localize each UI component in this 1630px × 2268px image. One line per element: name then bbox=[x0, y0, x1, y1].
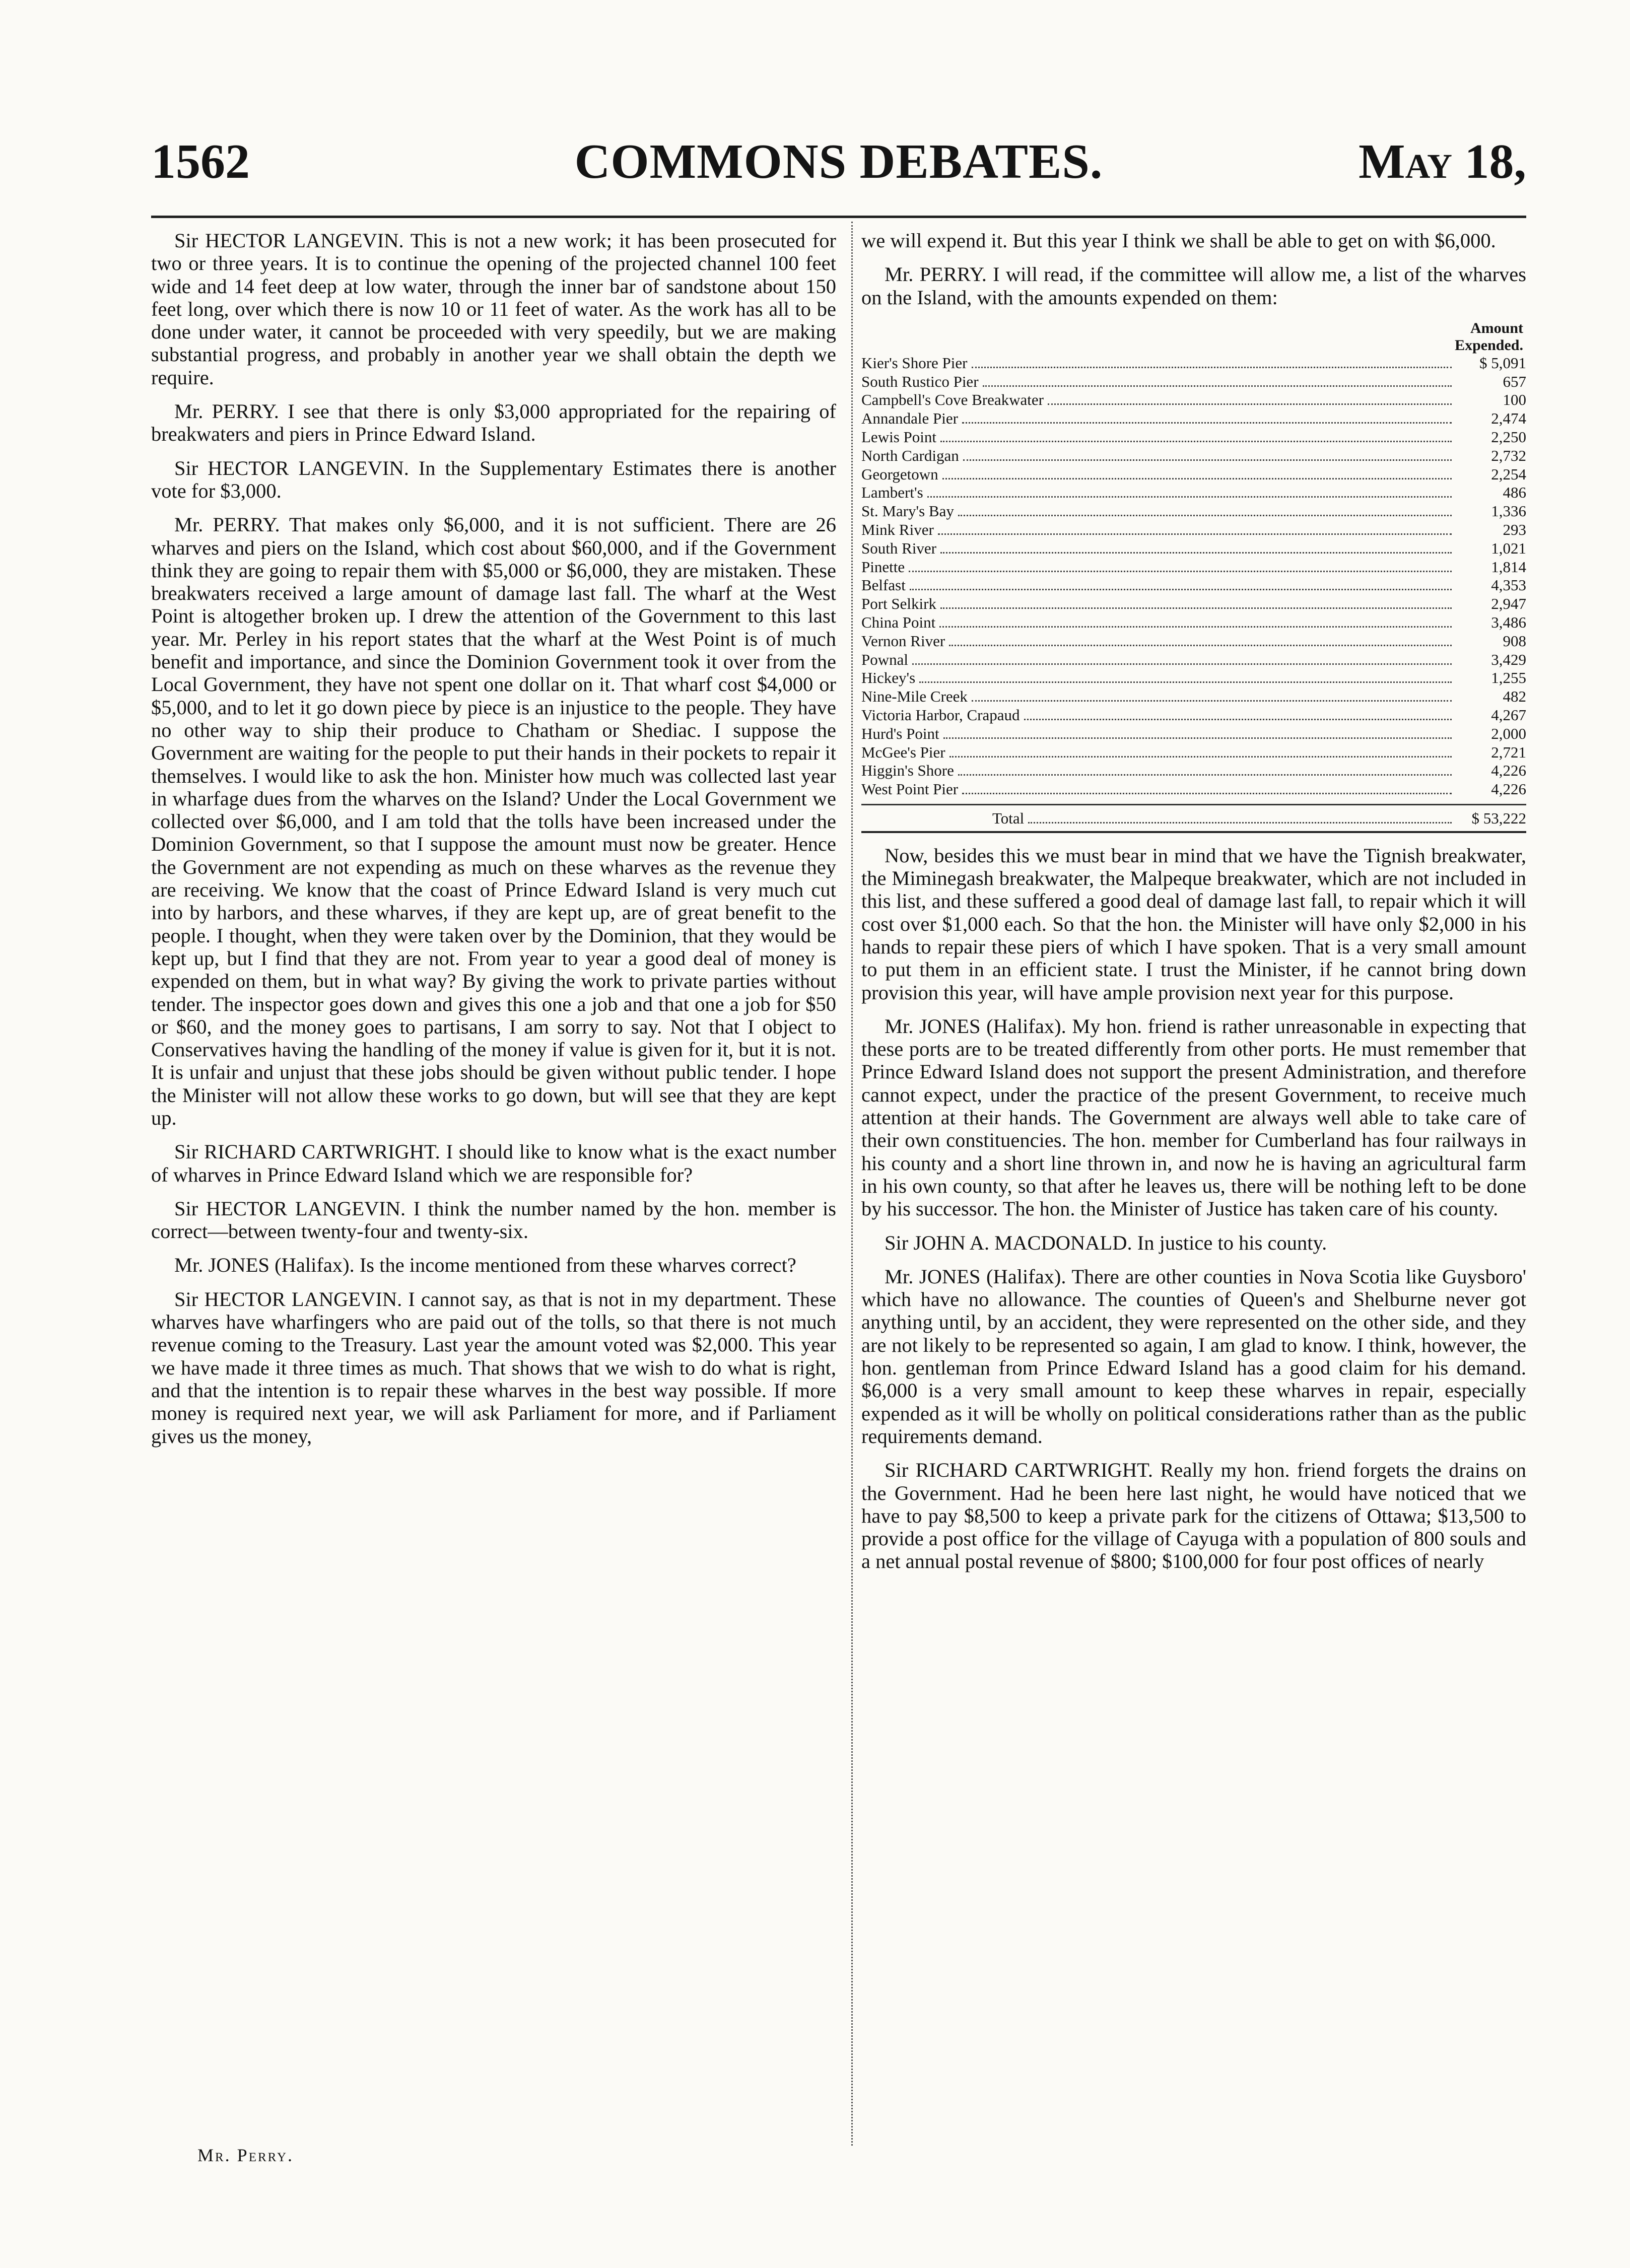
leader-dots bbox=[939, 626, 1452, 628]
wharf-amount: 2,250 bbox=[1491, 428, 1526, 446]
leader-dots bbox=[940, 441, 1452, 442]
table-row bbox=[861, 780, 1526, 799]
leader-dots bbox=[1048, 403, 1452, 405]
table-row bbox=[861, 409, 1526, 428]
wharf-amount: 4,353 bbox=[1491, 576, 1526, 594]
table-header-line: Expended. bbox=[1455, 336, 1523, 354]
wharf-expenditure-table bbox=[861, 320, 1526, 833]
wharf-amount: 2,000 bbox=[1491, 724, 1526, 742]
table-rule bbox=[861, 804, 1526, 805]
right-column bbox=[861, 229, 1526, 1584]
wharf-amount: 1,814 bbox=[1491, 558, 1526, 576]
speech-paragraph: Mr. PERRY. I will read, if the committee will allow me, a list of the wharves on the Island, with the amounts expended on them: bbox=[861, 263, 1526, 309]
table-total-row bbox=[861, 809, 1526, 828]
table-row bbox=[861, 354, 1526, 373]
wharf-amount: 293 bbox=[1503, 521, 1526, 539]
leader-dots bbox=[942, 478, 1452, 479]
header-rule bbox=[151, 216, 1526, 218]
leader-dots bbox=[940, 607, 1452, 609]
wharf-name: Kier's Shore Pier bbox=[861, 354, 968, 372]
wharf-name: China Point bbox=[861, 613, 936, 632]
speech-paragraph: Sir HECTOR LANGEVIN. In the Supplementary Estimates there is another vote for $3,000. bbox=[151, 456, 836, 502]
wharf-name: Campbell's Cove Breakwater bbox=[861, 391, 1044, 409]
table-row bbox=[861, 447, 1526, 465]
leader-dots bbox=[912, 663, 1452, 665]
wharf-name: Port Selkirk bbox=[861, 595, 936, 613]
leader-dots bbox=[983, 385, 1452, 387]
table-row bbox=[861, 725, 1526, 743]
wharf-amount: $ 5,091 bbox=[1479, 354, 1526, 372]
leader-dots bbox=[927, 496, 1452, 498]
wharf-amount: 3,429 bbox=[1491, 650, 1526, 668]
wharf-name: Lewis Point bbox=[861, 428, 936, 446]
speech-paragraph: Mr. PERRY. I see that there is only $3,000 appropriated for the repairing of breakwaters and piers in Prince Edward Island. bbox=[151, 400, 836, 446]
wharf-name: Pownal bbox=[861, 650, 908, 668]
table-row bbox=[861, 632, 1526, 651]
wharf-amount: 908 bbox=[1503, 632, 1526, 650]
wharf-name: Lambert's bbox=[861, 484, 923, 502]
wharf-amount: 4,226 bbox=[1491, 762, 1526, 780]
wharf-name: Higgin's Shore bbox=[861, 762, 954, 780]
wharf-amount: 486 bbox=[1503, 484, 1526, 502]
page-title: COMMONS DEBATES. bbox=[574, 134, 1103, 189]
speech-paragraph: Sir HECTOR LANGEVIN. I think the number named by the hon. member is correct—between twenty-four and twenty-six. bbox=[151, 1197, 836, 1243]
left-column bbox=[151, 229, 836, 1459]
running-footer-name: Mr. Perry. bbox=[197, 2145, 294, 2165]
table-row bbox=[861, 373, 1526, 391]
leader-dots bbox=[958, 515, 1452, 516]
table-row bbox=[861, 651, 1526, 669]
page-header bbox=[151, 128, 1526, 194]
leader-dots bbox=[910, 589, 1452, 590]
leader-dots bbox=[962, 422, 1452, 424]
leader-dots bbox=[909, 571, 1452, 572]
wharf-name: Mink River bbox=[861, 521, 934, 539]
wharf-name: Hickey's bbox=[861, 669, 916, 687]
wharf-amount: 2,721 bbox=[1491, 743, 1526, 761]
speech-paragraph: Mr. PERRY. That makes only $6,000, and it is not sufficient. There are 26 wharves and piers on the Island, which cost about $60,000, and if the Government think they are going to repair them with $5,000 or $6,000, they are mistaken. These breakwaters received a large amount of damage last fall. The wharf at the West Point is altogether broken up. I drew the attention of the Government to this last year. Mr. Perley in his report states that the wharf at the West Point is of much benefit and importance, and since the Dominion Government took it over from the Local Government, they have not spent one dollar on it. That wharf cost $4,000 or $5,000, and to let it go down piece by piece is an injustice to the people. They have no other way to ship their produce to Chatham or Shediac. I suppose the Government are waiting for the people to put their hands in their pockets to repair it themselves. I would like to ask the hon. Minister how much was collected last year in wharfage dues from the wharves on the Island? Under the Local Government we collected over $6,000, and I am told that the tolls have been increased under the Dominion Government, so that I suppose the amount must now be greater. Hence the Government are not expending as much on these wharves as the revenue they are receiving. We know that the coast of Prince Edward Island is very much cut into by harbors, and these wharves, if they are kept up, are of great benefit to the people. I thought, when they were taken over by the Dominion, that they would be kept up, but I find that they are not. From year to year a good deal of money is expended on them, but in what way? By giving the work to private parties without tender. The inspector goes down and gives this one a job and that one a job for $50 or $60, and the money goes to partisans, I am sorry to say. Not that I object to Conservatives having the handling of the money if value is given for it, but it is not. It is unfair and unjust that these jobs should be given without public tender. I hope the Minister will not allow these works to go down, but will see that they are kept up. bbox=[151, 513, 836, 1129]
table-row bbox=[861, 539, 1526, 558]
wharf-name: Nine-Mile Creek bbox=[861, 688, 968, 706]
wharf-amount: 1,021 bbox=[1491, 539, 1526, 557]
wharf-name: North Cardigan bbox=[861, 446, 959, 464]
table-bottom-rule bbox=[861, 831, 1526, 833]
wharf-name: Belfast bbox=[861, 576, 906, 594]
wharf-amount: 1,255 bbox=[1491, 669, 1526, 687]
wharf-name: South River bbox=[861, 539, 936, 557]
speech-paragraph: Sir RICHARD CARTWRIGHT. Really my hon. friend forgets the drains on the Government. Had he been here last night, he would have noticed that we have to pay $8,500 to keep a private park for the citizens of Ottawa; $13,500 to provide a post office for the village of Cayuga with a population of 800 souls and a net annual postal revenue of $800; $100,000 for four post offices of nearly bbox=[861, 1459, 1526, 1573]
speech-paragraph: we will expend it. But this year I think we shall be able to get on with $6,000. bbox=[861, 229, 1496, 252]
table-body bbox=[861, 354, 1526, 799]
leader-dots bbox=[972, 700, 1452, 702]
wharf-name: Annandale Pier bbox=[861, 409, 958, 428]
table-row bbox=[861, 465, 1526, 484]
table-row bbox=[861, 743, 1526, 762]
table-row bbox=[861, 669, 1526, 688]
wharf-amount: 2,474 bbox=[1491, 409, 1526, 428]
speech-paragraph: Sir HECTOR LANGEVIN. This is not a new work; it has been prosecuted for two or three years. It is to continue the opening of the projected channel 100 feet wide and 14 feet deep at low water, through the inner bar of sandstone about 150 feet long, over which there is now 10 or 11 feet of water. As the work has all to be done under water, it cannot be proceeded with very speedily, but we are making substantial progress, and probably in another year we shall obtain the depth we require. bbox=[151, 229, 836, 389]
speech-paragraph: Sir RICHARD CARTWRIGHT. I should like to know what is the exact number of wharves in Prince Edward Island which we are responsible for? bbox=[151, 1140, 836, 1186]
leader-dots bbox=[919, 681, 1452, 683]
wharf-name: South Rustico Pier bbox=[861, 372, 979, 390]
total-label: Total bbox=[992, 809, 1025, 828]
wharf-amount: 3,486 bbox=[1491, 613, 1526, 632]
table-row bbox=[861, 428, 1526, 447]
wharf-amount: 100 bbox=[1503, 391, 1526, 409]
wharf-amount: 1,336 bbox=[1491, 502, 1526, 520]
leader-dots bbox=[940, 552, 1452, 554]
wharf-amount: 2,732 bbox=[1491, 446, 1526, 464]
leader-dots bbox=[943, 737, 1452, 739]
table-row bbox=[861, 521, 1526, 539]
wharf-amount: 482 bbox=[1503, 688, 1526, 706]
wharf-amount: 2,947 bbox=[1491, 595, 1526, 613]
leader-dots bbox=[938, 533, 1452, 535]
table-header bbox=[861, 320, 1526, 354]
wharf-amount: 4,226 bbox=[1491, 780, 1526, 798]
wharf-name: St. Mary's Bay bbox=[861, 502, 954, 520]
speech-paragraph: Sir JOHN A. MACDONALD. In justice to his county. bbox=[885, 1231, 1327, 1254]
leader-dots bbox=[958, 774, 1452, 776]
page-date: May 18, bbox=[1359, 134, 1526, 189]
table-row bbox=[861, 706, 1526, 725]
leader-dots bbox=[963, 459, 1452, 461]
wharf-amount: 2,254 bbox=[1491, 465, 1526, 483]
leader-dots bbox=[1024, 719, 1452, 720]
page-number: 1562 bbox=[151, 134, 250, 189]
speech-paragraph: Now, besides this we must bear in mind that we have the Tignish breakwater, the Miminegash breakwater, the Malpeque breakwater, which are not included in this list, and these suffered a good deal of damage last fall, to repair which it will cost over $1,000 each. So that the hon. the Minister will have only $2,000 in his hands to repair these piers of which I have spoken. That is a very small amount to put them in an efficient state. I trust the Minister, if he cannot bring down provision this year, will have ample provision next year for this purpose. bbox=[861, 844, 1526, 1004]
table-row bbox=[861, 613, 1526, 632]
table-header-line: Amount bbox=[1470, 319, 1523, 336]
wharf-name: Victoria Harbor, Crapaud bbox=[861, 706, 1020, 724]
wharf-name: Hurd's Point bbox=[861, 724, 939, 742]
wharf-name: Georgetown bbox=[861, 465, 938, 483]
speech-paragraph: Mr. JONES (Halifax). There are other counties in Nova Scotia like Guysboro' which have no allowance. The counties of Queen's and Shelburne never got anything until, by an accident, they were represented on the other side, and they are not likely to be represented so again, I am glad to know. I think, however, the hon. gentleman from Prince Edward Island has a good claim for his demand. $6,000 is a very small amount to keep these wharves in repair, especially expended as it will be wholly on political considerations rather than as the public requirements demand. bbox=[861, 1265, 1526, 1448]
table-row bbox=[861, 762, 1526, 780]
leader-dots bbox=[949, 645, 1452, 646]
leader-dots bbox=[949, 756, 1452, 758]
wharf-name: McGee's Pier bbox=[861, 743, 945, 761]
total-amount: $ 53,222 bbox=[1471, 809, 1526, 828]
wharf-amount: 657 bbox=[1503, 372, 1526, 390]
table-row bbox=[861, 391, 1526, 409]
speech-paragraph: Sir HECTOR LANGEVIN. I cannot say, as that is not in my department. These wharves have wharfingers who are paid out of the tolls, so that there is not much revenue coming to the Treasury. Last year the amount voted was $2,000. This year we have made it three times as much. That shows that we wish to do what is right, and that the intention is to repair these wharves in the best way possible. If more money is required next year, we will ask Parliament for more, and if Parliament gives us the money, bbox=[151, 1287, 836, 1448]
table-row bbox=[861, 595, 1526, 613]
table-row bbox=[861, 558, 1526, 577]
wharf-name: Vernon River bbox=[861, 632, 945, 650]
column-divider bbox=[851, 222, 853, 2146]
wharf-name: West Point Pier bbox=[861, 780, 959, 798]
table-row bbox=[861, 576, 1526, 595]
leader-dots bbox=[962, 793, 1452, 794]
leader-dots bbox=[972, 367, 1452, 368]
table-row bbox=[861, 688, 1526, 706]
leader-dots bbox=[1028, 822, 1452, 823]
wharf-name: Pinette bbox=[861, 558, 905, 576]
table-row bbox=[861, 502, 1526, 521]
wharf-amount: 4,267 bbox=[1491, 706, 1526, 724]
speech-paragraph: Mr. JONES (Halifax). My hon. friend is rather unreasonable in expecting that these ports are to be treated differently from other ports. He must remember that Prince Edward Island does not support the present Administration, and therefore cannot expect, under the practice of the present Government, to receive much attention at their hands. The Government are always well able to take care of their own constituencies. The hon. member for Cumberland has four railways in his county and a short line thrown in, and now he is having an agricultural farm in his own county, so that after he leaves us, there will be nothing left to be done by his successor. The hon. the Minister of Justice has taken care of his county. bbox=[861, 1014, 1526, 1220]
speech-paragraph: Mr. JONES (Halifax). Is the income mentioned from these wharves correct? bbox=[174, 1254, 796, 1277]
table-row bbox=[861, 484, 1526, 502]
